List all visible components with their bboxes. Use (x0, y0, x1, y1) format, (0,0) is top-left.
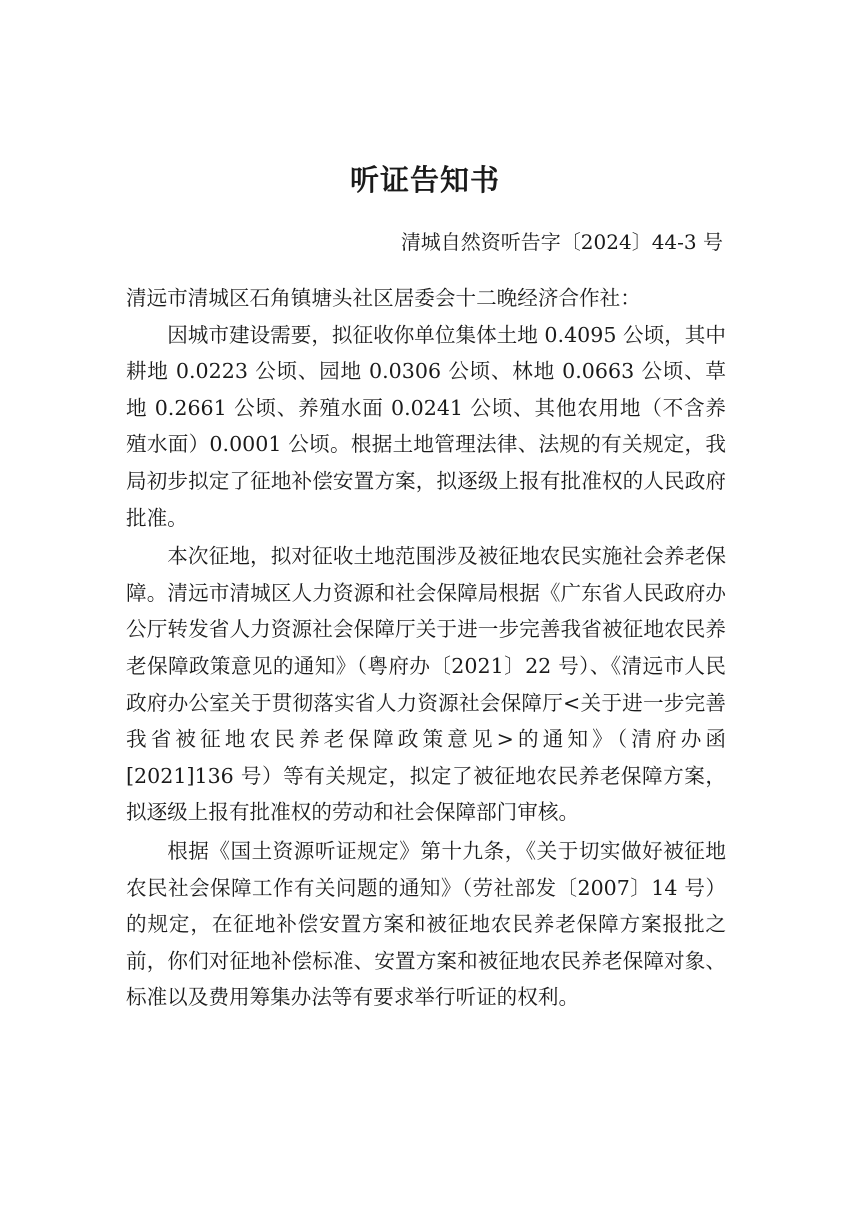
paragraph-hearing-rights: 根据《国土资源听证规定》第十九条，《关于切实做好被征地农民社会保障工作有关问题的通知》（劳社部发〔2007〕14 号）的规定，在征地补偿安置方案和被征地农民养老保障方案报批之前，你们对征地补偿标准、安置方案和被征地农民养老保障对象、标准以及费用筹集办法等有要求举行听证的权利。 (126, 838, 726, 1010)
addressee: 清远市清城区石角镇塘头社区居委会十二晚经济合作社： (126, 286, 641, 310)
paragraph-land-acquisition: 因城市建设需要，拟征收你单位集体土地 0.4095 公顷，其中耕地 0.0223 公顷、园地 0.0306 公顷、林地 0.0663 公顷、草地 0.2661 公顷、养殖水面 0.0241 公顷、其他农用地（不含养殖水面）0.0001 公顷。根据土地管理法律、法规的有关规定，我局初步拟定了征地补偿安置方案，拟逐级上报有批准权的人民政府批准。 (126, 322, 726, 530)
document-title: 听证告知书 (349, 163, 500, 197)
document-body (126, 280, 726, 1016)
paragraph-pension-security: 本次征地，拟对征收土地范围涉及被征地农民实施社会养老保障。清远市清城区人力资源和社会保障局根据《广东省人民政府办公厅转发省人力资源社会保障厅关于进一步完善我省被征地农民养老保障政策意见的通知》（粤府办〔2021〕22 号）、《清远市人民政府办公室关于贯彻落实省人力资源社会保障厅<关于进一步完善我省被征地农民养老保障政策意见>的通知》（清府办函[2021]136 号）等有关规定，拟定了被征地农民养老保障方案，拟逐级上报有批准权的劳动和社会保障部门审核。 (126, 544, 726, 825)
document-number: 清城自然资听告字〔2024〕44-3 号 (400, 230, 723, 254)
